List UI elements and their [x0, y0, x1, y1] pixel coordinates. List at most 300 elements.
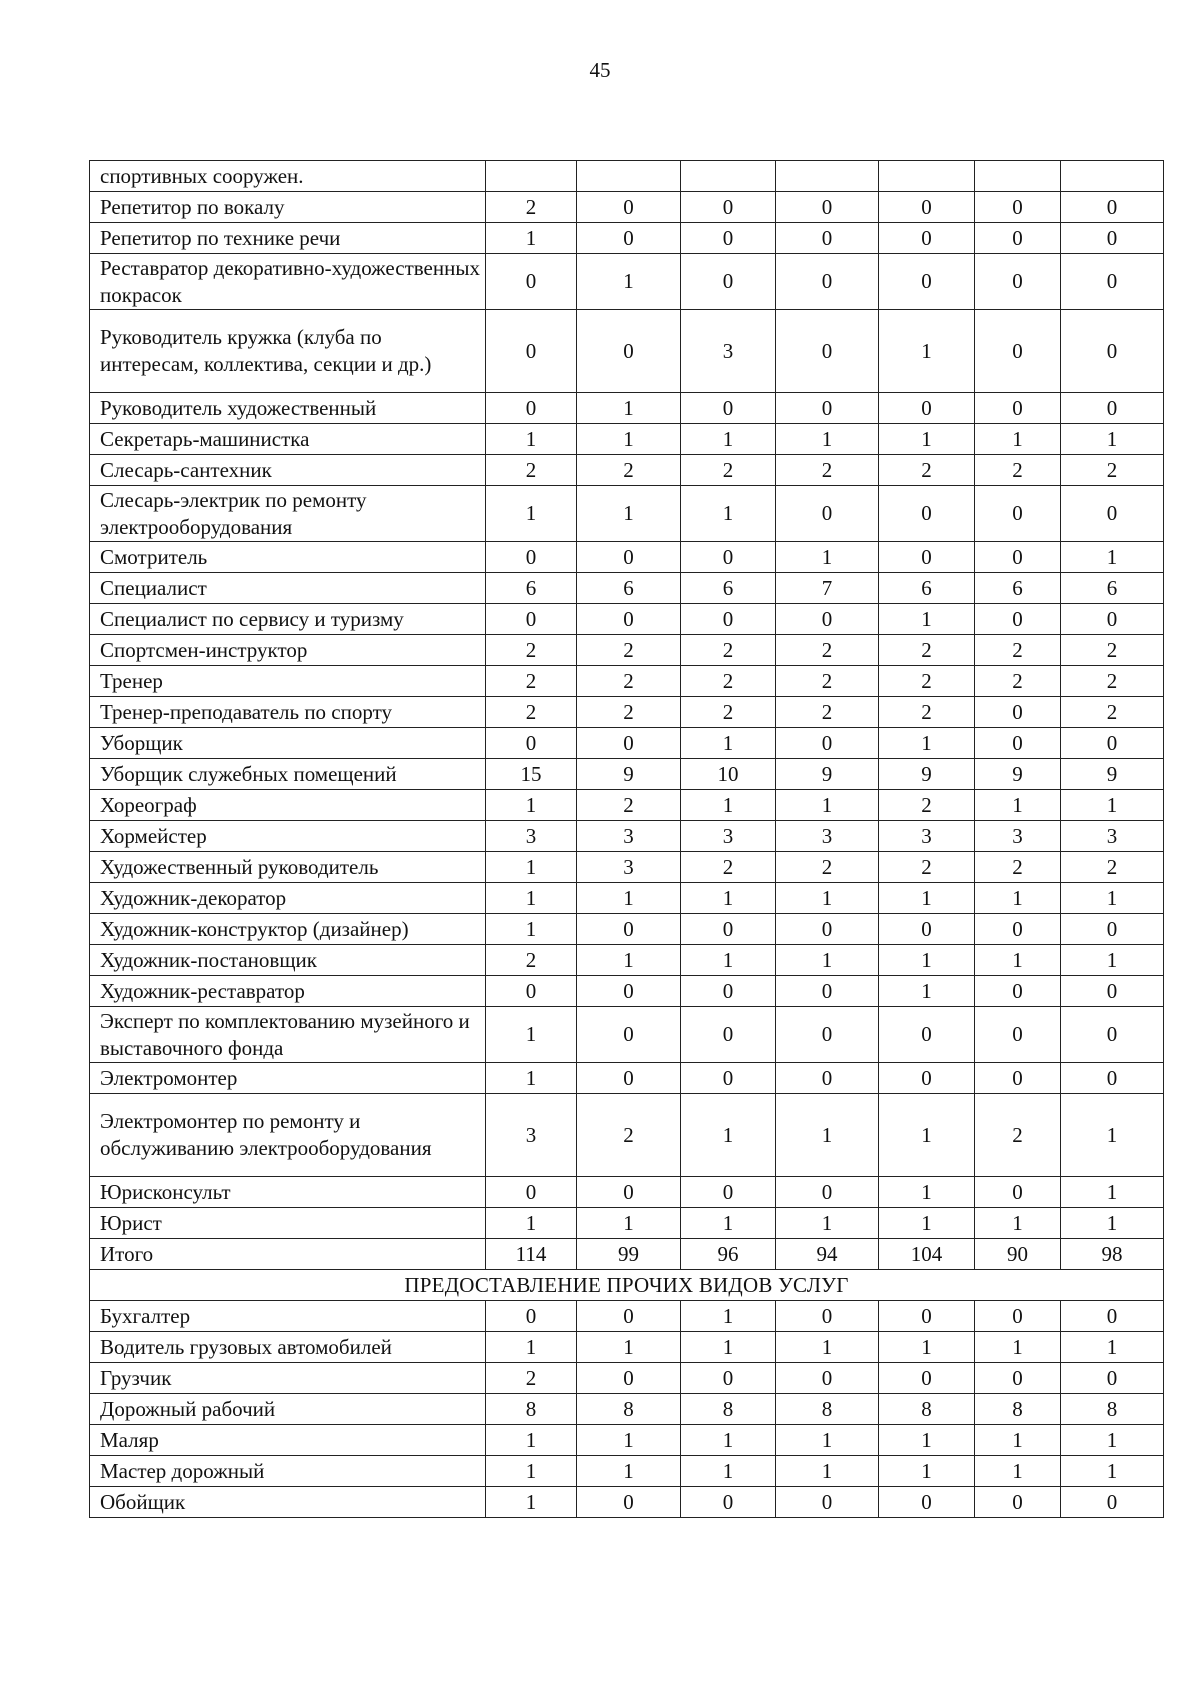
value-cell: 1 [681, 1094, 776, 1177]
value-cell: 8 [776, 1394, 879, 1425]
value-cell: 2 [776, 697, 879, 728]
value-cell: 1 [577, 486, 681, 542]
value-cell: 3 [577, 821, 681, 852]
value-cell: 1 [1061, 1456, 1164, 1487]
value-cell: 2 [879, 455, 975, 486]
value-cell: 1 [486, 1487, 577, 1518]
value-cell: 2 [681, 635, 776, 666]
value-cell: 1 [681, 486, 776, 542]
value-cell: 2 [486, 666, 577, 697]
value-cell: 0 [879, 1487, 975, 1518]
value-cell: 3 [681, 821, 776, 852]
value-cell: 1 [1061, 542, 1164, 573]
value-cell: 0 [776, 254, 879, 310]
table-row [90, 666, 1164, 697]
value-cell: 0 [975, 697, 1061, 728]
value-cell: 1 [975, 1425, 1061, 1456]
value-cell: 2 [577, 697, 681, 728]
value-cell: 0 [1061, 728, 1164, 759]
position-name-cell: Тренер-преподаватель по спорту [90, 697, 486, 728]
value-cell: 2 [776, 635, 879, 666]
value-cell: 0 [975, 914, 1061, 945]
value-cell: 3 [681, 310, 776, 393]
value-cell: 0 [1061, 1363, 1164, 1394]
table-row [90, 604, 1164, 635]
value-cell: 1 [975, 424, 1061, 455]
value-cell: 0 [577, 914, 681, 945]
value-cell: 2 [486, 635, 577, 666]
value-cell: 2 [486, 455, 577, 486]
value-cell: 0 [577, 1007, 681, 1063]
value-cell: 0 [975, 310, 1061, 393]
value-cell: 1 [879, 1425, 975, 1456]
value-cell: 9 [879, 759, 975, 790]
value-cell: 0 [681, 604, 776, 635]
position-name-cell: Спортсмен-инструктор [90, 635, 486, 666]
value-cell: 2 [486, 192, 577, 223]
value-cell: 1 [681, 883, 776, 914]
table-row [90, 1456, 1164, 1487]
position-name-cell: Руководитель художественный [90, 393, 486, 424]
position-name-cell: Хореограф [90, 790, 486, 821]
value-cell: 2 [879, 852, 975, 883]
position-name-cell: Итого [90, 1239, 486, 1270]
table-row [90, 310, 1164, 393]
value-cell: 1 [879, 1332, 975, 1363]
value-cell: 1 [776, 790, 879, 821]
table-row [90, 1301, 1164, 1332]
value-cell: 2 [776, 852, 879, 883]
value-cell: 0 [776, 1301, 879, 1332]
value-cell: 0 [1061, 223, 1164, 254]
value-cell: 0 [1061, 1007, 1164, 1063]
value-cell: 0 [577, 542, 681, 573]
value-cell: 1 [776, 1332, 879, 1363]
position-name-cell: Художник-конструктор (дизайнер) [90, 914, 486, 945]
table-row [90, 1363, 1164, 1394]
value-cell: 0 [577, 728, 681, 759]
value-cell: 2 [1061, 852, 1164, 883]
value-cell: 8 [486, 1394, 577, 1425]
value-cell: 0 [1061, 1301, 1164, 1332]
position-name-cell: Обойщик [90, 1487, 486, 1518]
position-name-cell: Грузчик [90, 1363, 486, 1394]
table-row [90, 945, 1164, 976]
value-cell: 15 [486, 759, 577, 790]
value-cell: 1 [879, 310, 975, 393]
table-row [90, 1332, 1164, 1363]
value-cell: 0 [577, 223, 681, 254]
value-cell: 0 [486, 254, 577, 310]
value-cell: 1 [681, 728, 776, 759]
value-cell: 3 [975, 821, 1061, 852]
value-cell: 1 [975, 1332, 1061, 1363]
value-cell [975, 161, 1061, 192]
value-cell: 0 [577, 1063, 681, 1094]
value-cell: 2 [975, 455, 1061, 486]
value-cell: 0 [681, 192, 776, 223]
value-cell: 1 [1061, 1094, 1164, 1177]
value-cell: 3 [1061, 821, 1164, 852]
value-cell: 2 [975, 666, 1061, 697]
value-cell: 0 [1061, 254, 1164, 310]
value-cell: 0 [681, 254, 776, 310]
value-cell [486, 161, 577, 192]
value-cell: 1 [879, 1208, 975, 1239]
section-heading: ПРЕДОСТАВЛЕНИЕ ПРОЧИХ ВИДОВ УСЛУГ [90, 1270, 1164, 1301]
value-cell: 0 [486, 310, 577, 393]
value-cell: 1 [486, 1332, 577, 1363]
table-row [90, 486, 1164, 542]
value-cell: 0 [681, 1063, 776, 1094]
value-cell: 1 [486, 790, 577, 821]
value-cell: 1 [776, 883, 879, 914]
table-row [90, 455, 1164, 486]
value-cell: 3 [486, 1094, 577, 1177]
value-cell: 0 [776, 310, 879, 393]
value-cell: 0 [879, 223, 975, 254]
value-cell: 1 [1061, 1425, 1164, 1456]
position-name-cell: Юрист [90, 1208, 486, 1239]
value-cell: 0 [776, 976, 879, 1007]
table-row [90, 1394, 1164, 1425]
value-cell: 104 [879, 1239, 975, 1270]
value-cell: 0 [879, 1007, 975, 1063]
value-cell: 0 [975, 486, 1061, 542]
value-cell: 0 [975, 393, 1061, 424]
value-cell: 1 [776, 542, 879, 573]
value-cell: 1 [681, 1332, 776, 1363]
value-cell: 2 [1061, 635, 1164, 666]
value-cell: 0 [975, 1487, 1061, 1518]
position-name-cell: Дорожный рабочий [90, 1394, 486, 1425]
position-name-cell: Секретарь-машинистка [90, 424, 486, 455]
value-cell: 2 [879, 697, 975, 728]
position-name-cell: Электромонтер [90, 1063, 486, 1094]
position-name-cell: Слесарь-сантехник [90, 455, 486, 486]
value-cell: 0 [776, 604, 879, 635]
table-row [90, 223, 1164, 254]
value-cell: 1 [486, 1063, 577, 1094]
position-name-cell: Художник-реставратор [90, 976, 486, 1007]
table-row [90, 790, 1164, 821]
table-row [90, 573, 1164, 604]
value-cell: 0 [776, 1007, 879, 1063]
value-cell: 1 [776, 945, 879, 976]
table-row [90, 1239, 1164, 1270]
value-cell: 0 [776, 1177, 879, 1208]
value-cell: 1 [486, 1007, 577, 1063]
table-row [90, 1425, 1164, 1456]
position-name-cell: Водитель грузовых автомобилей [90, 1332, 486, 1363]
value-cell: 0 [879, 192, 975, 223]
value-cell: 2 [1061, 455, 1164, 486]
value-cell: 0 [1061, 1487, 1164, 1518]
value-cell: 0 [577, 1301, 681, 1332]
value-cell: 10 [681, 759, 776, 790]
value-cell: 8 [879, 1394, 975, 1425]
table-row [90, 976, 1164, 1007]
position-name-cell: Репетитор по технике речи [90, 223, 486, 254]
value-cell: 0 [681, 1487, 776, 1518]
value-cell: 1 [577, 1332, 681, 1363]
value-cell: 0 [776, 1363, 879, 1394]
value-cell: 2 [681, 697, 776, 728]
value-cell: 0 [879, 393, 975, 424]
position-name-cell: Бухгалтер [90, 1301, 486, 1332]
value-cell: 0 [681, 1177, 776, 1208]
value-cell: 1 [1061, 1177, 1164, 1208]
value-cell: 2 [879, 635, 975, 666]
value-cell: 1 [681, 424, 776, 455]
value-cell: 2 [1061, 697, 1164, 728]
value-cell: 0 [577, 976, 681, 1007]
value-cell: 2 [1061, 666, 1164, 697]
position-name-cell: Электромонтер по ремонту и обслуживанию электрооборудования [90, 1094, 486, 1177]
value-cell: 0 [681, 976, 776, 1007]
value-cell: 0 [681, 914, 776, 945]
value-cell: 2 [486, 945, 577, 976]
value-cell: 1 [577, 945, 681, 976]
value-cell: 0 [879, 914, 975, 945]
value-cell: 3 [486, 821, 577, 852]
value-cell: 0 [879, 486, 975, 542]
value-cell: 98 [1061, 1239, 1164, 1270]
table-row [90, 635, 1164, 666]
value-cell: 0 [577, 310, 681, 393]
value-cell: 0 [879, 254, 975, 310]
value-cell: 0 [1061, 1063, 1164, 1094]
value-cell: 1 [486, 1208, 577, 1239]
value-cell: 2 [879, 790, 975, 821]
value-cell: 2 [681, 666, 776, 697]
value-cell: 0 [776, 1063, 879, 1094]
table-row [90, 759, 1164, 790]
value-cell: 0 [486, 542, 577, 573]
value-cell: 1 [1061, 1208, 1164, 1239]
staff-table-body [90, 161, 1164, 1518]
position-name-cell: Художник-декоратор [90, 883, 486, 914]
value-cell: 1 [1061, 790, 1164, 821]
value-cell: 1 [681, 1456, 776, 1487]
value-cell: 1 [975, 1456, 1061, 1487]
value-cell: 1 [486, 1425, 577, 1456]
value-cell: 1 [975, 883, 1061, 914]
value-cell: 1 [577, 1425, 681, 1456]
table-row [90, 1487, 1164, 1518]
value-cell [776, 161, 879, 192]
value-cell: 1 [879, 1177, 975, 1208]
value-cell: 0 [879, 1363, 975, 1394]
value-cell: 1 [577, 1208, 681, 1239]
value-cell: 0 [1061, 310, 1164, 393]
position-name-cell: Специалист [90, 573, 486, 604]
value-cell: 1 [879, 1456, 975, 1487]
value-cell: 2 [776, 666, 879, 697]
value-cell: 1 [486, 883, 577, 914]
value-cell: 2 [577, 635, 681, 666]
position-name-cell: Уборщик [90, 728, 486, 759]
value-cell: 1 [486, 1456, 577, 1487]
value-cell: 0 [486, 604, 577, 635]
value-cell: 2 [577, 666, 681, 697]
value-cell: 9 [1061, 759, 1164, 790]
value-cell: 0 [975, 254, 1061, 310]
value-cell: 9 [776, 759, 879, 790]
value-cell: 1 [776, 1456, 879, 1487]
value-cell: 2 [577, 455, 681, 486]
value-cell: 1 [577, 1456, 681, 1487]
value-cell: 0 [681, 223, 776, 254]
value-cell: 3 [879, 821, 975, 852]
value-cell: 9 [577, 759, 681, 790]
table-row [90, 424, 1164, 455]
value-cell: 1 [776, 1094, 879, 1177]
table-row [90, 914, 1164, 945]
value-cell: 99 [577, 1239, 681, 1270]
value-cell: 0 [776, 728, 879, 759]
value-cell: 2 [975, 852, 1061, 883]
table-row [90, 1177, 1164, 1208]
value-cell: 8 [1061, 1394, 1164, 1425]
table-row [90, 1094, 1164, 1177]
value-cell: 1 [1061, 424, 1164, 455]
table-row [90, 192, 1164, 223]
value-cell: 0 [975, 1177, 1061, 1208]
value-cell: 2 [681, 852, 776, 883]
value-cell: 0 [776, 914, 879, 945]
value-cell: 2 [486, 1363, 577, 1394]
value-cell: 2 [975, 1094, 1061, 1177]
value-cell: 0 [577, 604, 681, 635]
value-cell [577, 161, 681, 192]
value-cell: 0 [681, 1363, 776, 1394]
value-cell: 0 [681, 542, 776, 573]
table-row [90, 1208, 1164, 1239]
value-cell: 1 [577, 393, 681, 424]
position-name-cell: Слесарь-электрик по ремонту электрооборудования [90, 486, 486, 542]
value-cell: 90 [975, 1239, 1061, 1270]
value-cell: 1 [681, 1208, 776, 1239]
value-cell: 1 [577, 883, 681, 914]
value-cell: 0 [879, 1063, 975, 1094]
value-cell: 0 [975, 976, 1061, 1007]
value-cell [681, 161, 776, 192]
value-cell: 6 [577, 573, 681, 604]
value-cell: 8 [681, 1394, 776, 1425]
value-cell: 2 [577, 790, 681, 821]
value-cell: 0 [486, 728, 577, 759]
value-cell: 0 [486, 1301, 577, 1332]
value-cell: 0 [776, 192, 879, 223]
value-cell: 2 [486, 697, 577, 728]
value-cell: 1 [577, 254, 681, 310]
value-cell: 6 [879, 573, 975, 604]
value-cell: 0 [577, 192, 681, 223]
value-cell: 1 [1061, 1332, 1164, 1363]
value-cell: 1 [879, 424, 975, 455]
table-row [90, 1007, 1164, 1063]
value-cell: 0 [879, 542, 975, 573]
value-cell: 0 [577, 1363, 681, 1394]
position-name-cell: Уборщик служебных помещений [90, 759, 486, 790]
value-cell: 2 [776, 455, 879, 486]
value-cell: 0 [486, 1177, 577, 1208]
value-cell: 1 [577, 424, 681, 455]
position-name-cell: Художник-постановщик [90, 945, 486, 976]
value-cell: 1 [975, 790, 1061, 821]
value-cell: 0 [975, 604, 1061, 635]
value-cell: 1 [879, 945, 975, 976]
value-cell: 2 [879, 666, 975, 697]
value-cell: 1 [776, 1425, 879, 1456]
value-cell: 1 [879, 1094, 975, 1177]
value-cell: 0 [486, 976, 577, 1007]
value-cell: 1 [1061, 883, 1164, 914]
value-cell: 0 [975, 1007, 1061, 1063]
value-cell: 0 [776, 393, 879, 424]
value-cell: 0 [1061, 976, 1164, 1007]
value-cell: 0 [1061, 192, 1164, 223]
position-name-cell: спортивных сооружен. [90, 161, 486, 192]
position-name-cell: Смотритель [90, 542, 486, 573]
value-cell: 1 [486, 852, 577, 883]
value-cell: 1 [1061, 945, 1164, 976]
value-cell: 0 [975, 1063, 1061, 1094]
value-cell [879, 161, 975, 192]
value-cell: 6 [1061, 573, 1164, 604]
value-cell: 9 [975, 759, 1061, 790]
value-cell: 0 [681, 1007, 776, 1063]
value-cell: 1 [879, 604, 975, 635]
value-cell: 7 [776, 573, 879, 604]
value-cell [1061, 161, 1164, 192]
position-name-cell: Художественный руководитель [90, 852, 486, 883]
value-cell: 0 [577, 1177, 681, 1208]
value-cell: 0 [879, 1301, 975, 1332]
value-cell: 1 [776, 424, 879, 455]
position-name-cell: Эксперт по комплектованию музейного и выставочного фонда [90, 1007, 486, 1063]
value-cell: 6 [681, 573, 776, 604]
value-cell: 2 [975, 635, 1061, 666]
value-cell: 3 [776, 821, 879, 852]
table-row [90, 883, 1164, 914]
value-cell: 1 [486, 223, 577, 254]
value-cell: 0 [486, 393, 577, 424]
table-row [90, 852, 1164, 883]
position-name-cell: Специалист по сервису и туризму [90, 604, 486, 635]
value-cell: 0 [975, 542, 1061, 573]
value-cell: 1 [776, 1208, 879, 1239]
value-cell: 1 [975, 1208, 1061, 1239]
value-cell: 1 [879, 883, 975, 914]
value-cell: 1 [486, 914, 577, 945]
value-cell: 0 [681, 393, 776, 424]
position-name-cell: Руководитель кружка (клуба по интересам, коллектива, секции и др.) [90, 310, 486, 393]
value-cell: 0 [975, 1301, 1061, 1332]
value-cell: 0 [975, 223, 1061, 254]
position-name-cell: Хормейстер [90, 821, 486, 852]
table-row [90, 697, 1164, 728]
table-row [90, 254, 1164, 310]
value-cell: 1 [681, 790, 776, 821]
value-cell: 2 [577, 1094, 681, 1177]
value-cell: 0 [1061, 914, 1164, 945]
value-cell: 8 [975, 1394, 1061, 1425]
value-cell: 2 [681, 455, 776, 486]
table-row [90, 1063, 1164, 1094]
value-cell: 1 [681, 1301, 776, 1332]
